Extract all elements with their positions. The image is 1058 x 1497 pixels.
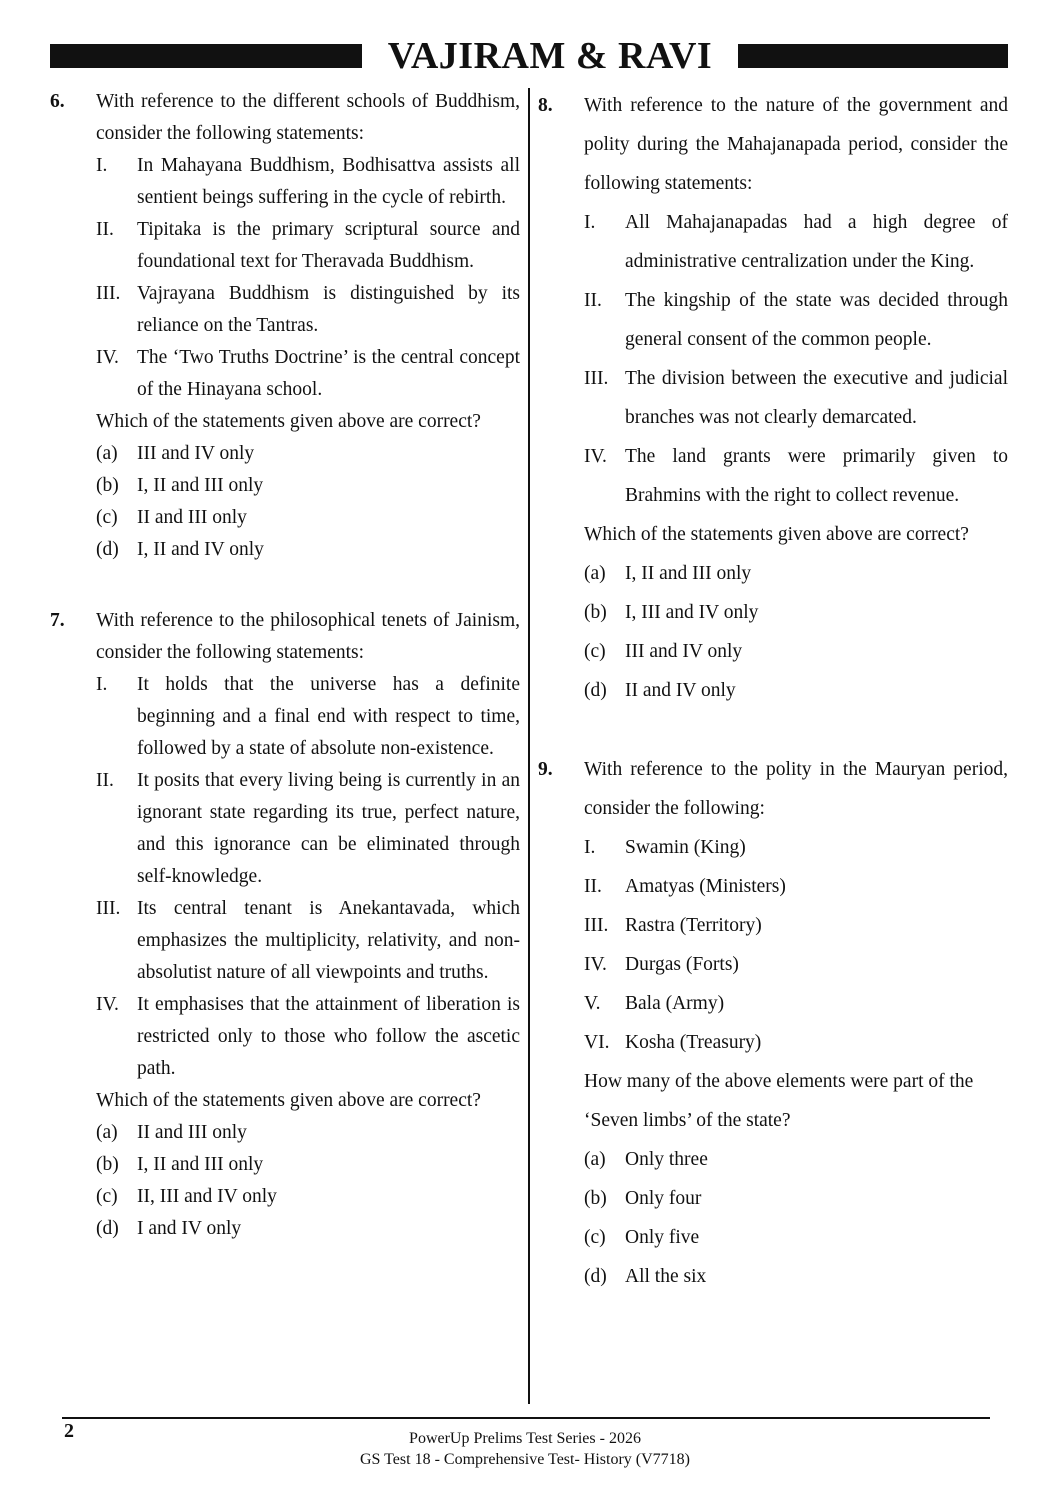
answer-option bbox=[584, 1218, 1008, 1257]
statement-text: The land grants were primarily given to Brahmins with the right to collect revenue. bbox=[625, 446, 1008, 506]
statement-text: Vajrayana Buddhism is distinguished by its reliance on the Tantras. bbox=[137, 283, 520, 336]
question-7 bbox=[50, 605, 520, 1245]
option-text: III and IV only bbox=[137, 443, 255, 464]
question-prompt: Which of the statements given above are correct? bbox=[96, 411, 481, 432]
question-8 bbox=[538, 86, 1008, 710]
option-label: (b) bbox=[96, 1154, 119, 1175]
brand-title: VAJIRAM & RAVI bbox=[387, 35, 713, 77]
answer-option bbox=[584, 1140, 1008, 1179]
question-9 bbox=[538, 750, 1008, 1296]
statement bbox=[584, 1023, 1008, 1062]
option-label: (b) bbox=[584, 1188, 607, 1209]
statement-label: I. bbox=[96, 155, 108, 176]
statement-text: It posits that every living being is currently in an ignorant state regarding its true, perfect nature, and this ignorance can be eliminated through self-knowledge. bbox=[137, 770, 520, 887]
statement-text: All Mahajanapadas had a high degree of administrative centralization under the King. bbox=[625, 212, 1008, 272]
answer-option bbox=[96, 438, 520, 470]
statement-text: Kosha (Treasury) bbox=[625, 1032, 762, 1053]
statement-text: Swamin (King) bbox=[625, 837, 746, 858]
option-label: (c) bbox=[96, 1186, 118, 1207]
option-label: (d) bbox=[584, 1266, 607, 1287]
option-text: Only five bbox=[625, 1227, 700, 1248]
statement bbox=[584, 828, 1008, 867]
statement bbox=[96, 893, 520, 989]
question-stem: With reference to the nature of the government and polity during the Mahajanapada period, consider the following statements: bbox=[584, 95, 1008, 194]
footer-series: PowerUp Prelims Test Series - 2026 bbox=[409, 1430, 641, 1447]
statement-label: III. bbox=[584, 368, 609, 389]
statement-label: II. bbox=[584, 290, 602, 311]
question-prompt: Which of the statements given above are correct? bbox=[584, 524, 969, 545]
question-number: 8. bbox=[538, 95, 553, 116]
statement bbox=[96, 669, 520, 765]
answer-option bbox=[584, 671, 1008, 710]
question-stem: With reference to the philosophical tenets of Jainism, consider the following statements: bbox=[96, 610, 520, 663]
question-stem: With reference to the different schools of Buddhism, consider the following statements: bbox=[96, 91, 520, 144]
question-prompt: Which of the statements given above are correct? bbox=[96, 1090, 481, 1111]
left-column bbox=[50, 86, 520, 1245]
statement-text: In Mahayana Buddhism, Bodhisattva assists all sentient beings suffering in the cycle of rebirth. bbox=[137, 155, 520, 208]
statement-label: II. bbox=[96, 770, 114, 791]
statement-text: The kingship of the state was decided through general consent of the common people. bbox=[625, 290, 1008, 350]
statement bbox=[96, 765, 520, 893]
statement-label: VI. bbox=[584, 1032, 610, 1053]
option-text: II and IV only bbox=[625, 680, 736, 701]
statement bbox=[584, 437, 1008, 515]
answer-option bbox=[96, 1117, 520, 1149]
option-label: (a) bbox=[96, 443, 118, 464]
option-label: (d) bbox=[584, 680, 607, 701]
header-bar-left bbox=[50, 44, 362, 68]
option-text: II and III only bbox=[137, 1122, 247, 1143]
option-label: (d) bbox=[96, 539, 119, 560]
question-number: 6. bbox=[50, 91, 65, 112]
statement-label: V. bbox=[584, 993, 601, 1014]
answer-option bbox=[96, 502, 520, 534]
question-6 bbox=[50, 86, 520, 566]
statement bbox=[584, 359, 1008, 437]
option-label: (a) bbox=[584, 1149, 606, 1170]
statement bbox=[96, 278, 520, 342]
statement bbox=[584, 867, 1008, 906]
statement-label: III. bbox=[96, 283, 121, 304]
statement bbox=[96, 214, 520, 278]
page-header bbox=[50, 35, 1008, 77]
statement-text: It holds that the universe has a definite beginning and a final end with respect to time, followed by a state of absolute non-existence. bbox=[137, 674, 520, 759]
option-text: I, III and IV only bbox=[625, 602, 759, 623]
option-label: (a) bbox=[584, 563, 606, 584]
statement-text: Tipitaka is the primary scriptural source and foundational text for Theravada Buddhism. bbox=[137, 219, 520, 272]
option-text: II, III and IV only bbox=[137, 1186, 277, 1207]
option-label: (b) bbox=[96, 475, 119, 496]
footer-rule bbox=[62, 1417, 990, 1419]
answer-option bbox=[96, 1149, 520, 1181]
statement-text: Bala (Army) bbox=[625, 993, 725, 1014]
statement-label: I. bbox=[584, 837, 596, 858]
footer-test: GS Test 18 - Comprehensive Test- History (V7718) bbox=[359, 1451, 691, 1468]
statement-label: II. bbox=[96, 219, 114, 240]
question-number: 7. bbox=[50, 610, 65, 631]
answer-option bbox=[584, 1179, 1008, 1218]
answer-option bbox=[96, 1213, 520, 1245]
option-label: (c) bbox=[96, 507, 118, 528]
question-stem: With reference to the polity in the Mauryan period, consider the following: bbox=[584, 759, 1008, 819]
right-column bbox=[538, 86, 1008, 1296]
answer-option bbox=[584, 593, 1008, 632]
option-label: (a) bbox=[96, 1122, 118, 1143]
answer-option bbox=[584, 632, 1008, 671]
answer-option bbox=[584, 554, 1008, 593]
statement bbox=[96, 342, 520, 406]
answer-option bbox=[96, 534, 520, 566]
option-text: I, II and III only bbox=[137, 1154, 264, 1175]
statement-label: III. bbox=[96, 898, 121, 919]
option-text: I, II and III only bbox=[137, 475, 264, 496]
option-text: I, II and IV only bbox=[137, 539, 264, 560]
statement bbox=[96, 989, 520, 1085]
answer-option bbox=[584, 1257, 1008, 1296]
option-label: (c) bbox=[584, 1227, 606, 1248]
statement bbox=[584, 281, 1008, 359]
option-label: (c) bbox=[584, 641, 606, 662]
statement-label: IV. bbox=[584, 954, 607, 975]
option-label: (b) bbox=[584, 602, 607, 623]
option-text: I and IV only bbox=[137, 1218, 242, 1239]
statement bbox=[584, 984, 1008, 1023]
statement-label: IV. bbox=[584, 446, 607, 467]
answer-option bbox=[96, 470, 520, 502]
statement-label: I. bbox=[584, 212, 596, 233]
question-number: 9. bbox=[538, 759, 553, 780]
option-text: III and IV only bbox=[625, 641, 743, 662]
statement bbox=[96, 150, 520, 214]
statement-text: Its central tenant is Anekantavada, which emphasizes the multiplicity, relativity, and non-absolutist nature of all viewpoints and truths. bbox=[137, 898, 520, 983]
statement-label: IV. bbox=[96, 347, 119, 368]
statement-label: III. bbox=[584, 915, 609, 936]
statement-label: II. bbox=[584, 876, 602, 897]
option-text: Only four bbox=[625, 1188, 702, 1209]
option-label: (d) bbox=[96, 1218, 119, 1239]
statement-text: Rastra (Territory) bbox=[625, 915, 762, 936]
option-text: Only three bbox=[625, 1149, 708, 1170]
statement bbox=[584, 203, 1008, 281]
option-text: II and III only bbox=[137, 507, 247, 528]
statement-text: Amatyas (Ministers) bbox=[625, 876, 786, 897]
statement-text: It emphasises that the attainment of liberation is restricted only to those who follow the ascetic path. bbox=[137, 994, 520, 1079]
column-divider bbox=[528, 88, 530, 1404]
statement bbox=[584, 945, 1008, 984]
page-number: 2 bbox=[64, 1420, 74, 1442]
answer-option bbox=[96, 1181, 520, 1213]
statement-text: The ‘Two Truths Doctrine’ is the central concept of the Hinayana school. bbox=[137, 347, 520, 400]
statement-text: Durgas (Forts) bbox=[625, 954, 739, 975]
statement-label: IV. bbox=[96, 994, 119, 1015]
option-text: I, II and III only bbox=[625, 563, 752, 584]
statement-label: I. bbox=[96, 674, 108, 695]
statement bbox=[584, 906, 1008, 945]
option-text: All the six bbox=[625, 1266, 707, 1287]
question-prompt: How many of the above elements were part of the ‘Seven limbs’ of the state? bbox=[584, 1071, 974, 1131]
footer-caption bbox=[300, 1428, 750, 1470]
header-bar-right bbox=[738, 44, 1008, 68]
statement-text: The division between the executive and judicial branches was not clearly demarcated. bbox=[625, 368, 1008, 428]
